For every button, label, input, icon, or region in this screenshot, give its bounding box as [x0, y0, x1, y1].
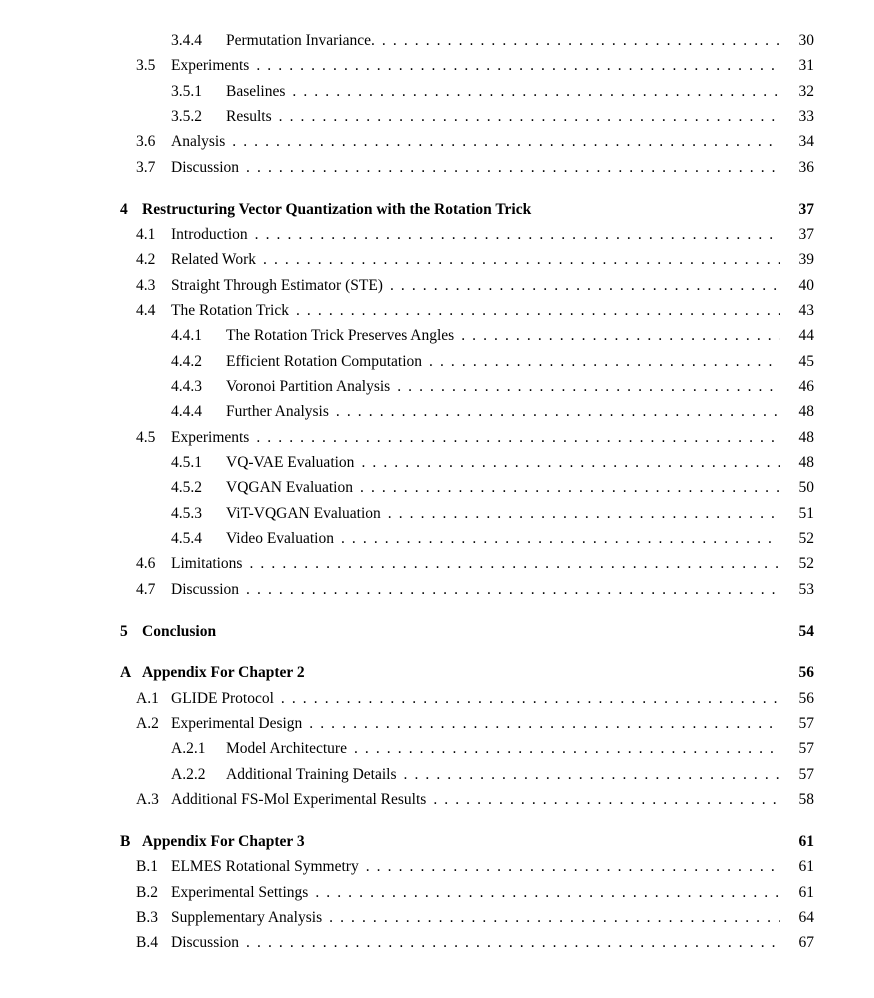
toc-entry-title: Experimental Settings [171, 883, 309, 901]
toc-entry-number: 4.4.1 [171, 327, 202, 345]
toc-entry-4-5-2[interactable] [120, 475, 814, 500]
toc-entry-4-4-4[interactable] [120, 399, 814, 424]
toc-entry-number: 3.5.2 [171, 108, 202, 126]
toc-entry-page: 48 [798, 454, 814, 471]
dot-leader [347, 736, 780, 761]
toc-entry-number: 4.5.1 [171, 454, 202, 471]
toc-entry-title: Discussion [171, 934, 240, 952]
toc-entry-3-7[interactable] [120, 155, 814, 180]
dot-leader [239, 155, 780, 180]
toc-entry-page: 56 [798, 664, 814, 682]
toc-entry-number: B.3 [136, 909, 158, 926]
toc-entry-title: Results [226, 108, 272, 126]
toc-entry-title: Efficient Rotation Computation [226, 352, 423, 370]
toc-entry-page: 51 [798, 504, 814, 522]
toc-entry-page: 43 [798, 301, 814, 319]
toc-entry-page: 33 [798, 108, 814, 126]
toc-entry-4-4-1[interactable] [120, 323, 814, 348]
toc-entry-number: 4.5.4 [171, 530, 202, 548]
toc-entry-title: Appendix For Chapter 3 [142, 832, 305, 850]
toc-entry-number: 4 [120, 200, 128, 218]
toc-entry-number: 4.4.3 [171, 377, 202, 395]
toc-entry-a-1[interactable] [120, 686, 814, 711]
toc-entry-title: Experiments [171, 57, 250, 75]
dot-leader [334, 526, 780, 551]
toc-entry-page: 31 [798, 57, 814, 75]
dot-leader [426, 787, 780, 812]
toc-entry-title: Restructuring Vector Quantization with the Rotation Trick [142, 200, 532, 218]
toc-entry-number: A.1 [136, 689, 159, 707]
toc-entry-b-3[interactable] [120, 905, 814, 930]
toc-entry-page: 45 [798, 352, 814, 370]
toc-entry-3-5[interactable] [120, 53, 814, 78]
toc-entry-4-7[interactable] [120, 577, 814, 602]
dot-leader [239, 577, 780, 602]
toc-entry-title: Video Evaluation [226, 530, 334, 548]
toc-entry-page: 32 [798, 82, 814, 100]
dot-leader [249, 53, 780, 78]
toc-entry-4-6[interactable] [120, 551, 814, 576]
toc-entry-number: A.2 [136, 715, 159, 733]
toc-entry-title: ELMES Rotational Symmetry [171, 858, 359, 876]
dot-leader [390, 374, 780, 399]
toc-entry-number: B.2 [136, 883, 158, 901]
toc-entry-number: B.4 [136, 934, 158, 952]
toc-entry-a-3[interactable] [120, 787, 814, 812]
toc-entry-page: 37 [798, 225, 814, 243]
dot-leader [454, 323, 780, 348]
toc-entry-title: Analysis [171, 133, 226, 151]
toc-entry-number: 3.4.4 [171, 32, 202, 49]
toc-entry-title: Baselines [226, 82, 286, 100]
toc-entry-4-2[interactable] [120, 247, 814, 272]
toc-entry-title: Conclusion [142, 622, 217, 640]
dot-leader [381, 501, 780, 526]
toc-entry-page: 37 [798, 200, 814, 218]
dot-leader [353, 475, 780, 500]
dot-leader [397, 762, 781, 787]
toc-entry-number: B.1 [136, 858, 158, 876]
toc-entry-title: Limitations [171, 555, 243, 573]
dot-leader [285, 79, 780, 104]
dot-leader [354, 450, 780, 475]
toc-entry-page: 57 [798, 740, 814, 758]
toc-entry-page: 53 [798, 580, 814, 598]
toc-entry-title: Experimental Design [171, 715, 303, 733]
dot-leader [359, 854, 780, 879]
toc-entry-page: 52 [798, 530, 814, 548]
dot-leader [239, 930, 780, 955]
toc-entry-title: Discussion [171, 580, 240, 598]
table-of-contents [120, 28, 814, 956]
dot-leader [249, 425, 780, 450]
toc-entry-number: 4.2 [136, 251, 156, 269]
toc-entry-number: A [120, 664, 132, 682]
dot-leader [242, 551, 780, 576]
dot-leader [422, 349, 780, 374]
toc-entry-title: Related Work [171, 251, 256, 269]
toc-entry-title: Voronoi Partition Analysis [226, 377, 391, 395]
dot-leader [248, 222, 780, 247]
toc-entry-title: Additional Training Details [226, 765, 397, 783]
toc-entry-b[interactable] [120, 829, 814, 854]
toc-entry-title: VQGAN Evaluation [226, 479, 353, 497]
toc-entry-number: 4.5.2 [171, 479, 202, 497]
toc-entry-number: 4.6 [136, 555, 156, 573]
toc-entry-3-5-1[interactable] [120, 79, 814, 104]
toc-entry-4-4-2[interactable] [120, 349, 814, 374]
toc-entry-number: 4.5.3 [171, 504, 202, 522]
toc-entry-page: 57 [798, 765, 814, 783]
toc-entry-number: 4.5 [136, 428, 156, 446]
dot-leader [289, 298, 780, 323]
toc-entry-page: 34 [798, 133, 814, 151]
toc-entry-4-5-3[interactable] [120, 501, 814, 526]
toc-entry-page: 46 [798, 377, 814, 395]
toc-entry-page: 44 [798, 327, 814, 345]
toc-entry-page: 48 [798, 428, 814, 446]
toc-entry-page: 58 [798, 791, 814, 809]
toc-entry-number: 4.3 [136, 276, 156, 294]
toc-entry-title: Experiments [171, 428, 250, 446]
toc-entry-title: ViT-VQGAN Evaluation [226, 504, 381, 522]
toc-entry-page: 40 [798, 276, 814, 294]
toc-entry-page: 57 [798, 715, 814, 733]
toc-entry-5[interactable] [120, 619, 814, 644]
dot-leader [329, 399, 780, 424]
toc-entry-title: Additional FS-Mol Experimental Results [171, 791, 427, 809]
toc-entry-page: 61 [798, 883, 814, 901]
toc-entry-number: 3.5.1 [171, 82, 202, 100]
toc-entry-page: 39 [798, 251, 814, 269]
toc-entry-page: 36 [798, 158, 814, 176]
toc-entry-number: 5 [120, 622, 128, 640]
toc-entry-page: 54 [798, 622, 814, 640]
toc-entry-page: 67 [798, 934, 814, 952]
toc-entry-4-5[interactable] [120, 425, 814, 450]
toc-entry-number: 4.1 [136, 225, 156, 243]
toc-entry-title: Model Architecture [226, 740, 347, 758]
toc-entry-b-2[interactable] [120, 880, 814, 905]
toc-entry-number: 4.4 [136, 301, 156, 319]
toc-entry-b-1[interactable] [120, 854, 814, 879]
toc-entry-a-2-1[interactable] [120, 736, 814, 761]
toc-entry-title: Straight Through Estimator (STE) [171, 276, 383, 294]
toc-entry-4-4-3[interactable] [120, 374, 814, 399]
dot-leader [274, 686, 780, 711]
dot-leader [225, 129, 780, 154]
toc-entry-title: The Rotation Trick [171, 301, 289, 319]
toc-entry-number: 3.6 [136, 133, 156, 151]
toc-entry-number: A.3 [136, 791, 159, 809]
toc-entry-number: 3.7 [136, 158, 156, 176]
toc-entry-number: 4.7 [136, 580, 156, 598]
toc-entry-page: 30 [798, 32, 814, 49]
toc-entry-3-4-4[interactable] [120, 28, 814, 53]
toc-entry-a[interactable] [120, 660, 814, 685]
toc-entry-title: Further Analysis [226, 403, 329, 421]
toc-entry-title: Introduction [171, 225, 248, 243]
toc-entry-number: 4.4.4 [171, 403, 202, 421]
toc-entry-a-2-2[interactable] [120, 762, 814, 787]
toc-entry-4-5-4[interactable] [120, 526, 814, 551]
toc-entry-title: Permutation Invariance. [226, 32, 375, 49]
toc-entry-page: 56 [798, 689, 814, 707]
toc-entry-title: Discussion [171, 158, 240, 176]
toc-entry-title: VQ-VAE Evaluation [226, 454, 355, 471]
toc-entry-number: 3.5 [136, 57, 156, 75]
dot-leader [256, 247, 780, 272]
toc-entry-page: 61 [798, 832, 814, 850]
toc-entry-b-4[interactable] [120, 930, 814, 955]
toc-entry-4-1[interactable] [120, 222, 814, 247]
toc-entry-number: A.2.1 [171, 740, 206, 758]
toc-entry-page: 64 [798, 909, 814, 926]
toc-entry-page: 50 [798, 479, 814, 497]
toc-entry-page: 61 [798, 858, 814, 876]
toc-entry-page: 52 [798, 555, 814, 573]
dot-leader [322, 905, 780, 930]
toc-entry-4-3[interactable] [120, 273, 814, 298]
toc-entry-4-5-1[interactable] [120, 450, 814, 475]
dot-leader [375, 28, 780, 53]
toc-entry-3-6[interactable] [120, 129, 814, 154]
dot-leader [383, 273, 780, 298]
dot-leader [302, 711, 780, 736]
toc-entry-4-4[interactable] [120, 298, 814, 323]
toc-entry-4[interactable] [120, 197, 814, 222]
toc-entry-title: Appendix For Chapter 2 [142, 664, 305, 682]
toc-entry-title: The Rotation Trick Preserves Angles [226, 327, 455, 345]
dot-leader [272, 104, 780, 129]
toc-entry-number: 4.4.2 [171, 352, 202, 370]
dot-leader [308, 880, 780, 905]
toc-entry-3-5-2[interactable] [120, 104, 814, 129]
toc-entry-title: Supplementary Analysis [171, 909, 323, 926]
toc-entry-page: 48 [798, 403, 814, 421]
toc-entry-title: GLIDE Protocol [171, 689, 274, 707]
toc-entry-a-2[interactable] [120, 711, 814, 736]
toc-entry-number: A.2.2 [171, 765, 206, 783]
toc-entry-number: B [120, 832, 131, 850]
